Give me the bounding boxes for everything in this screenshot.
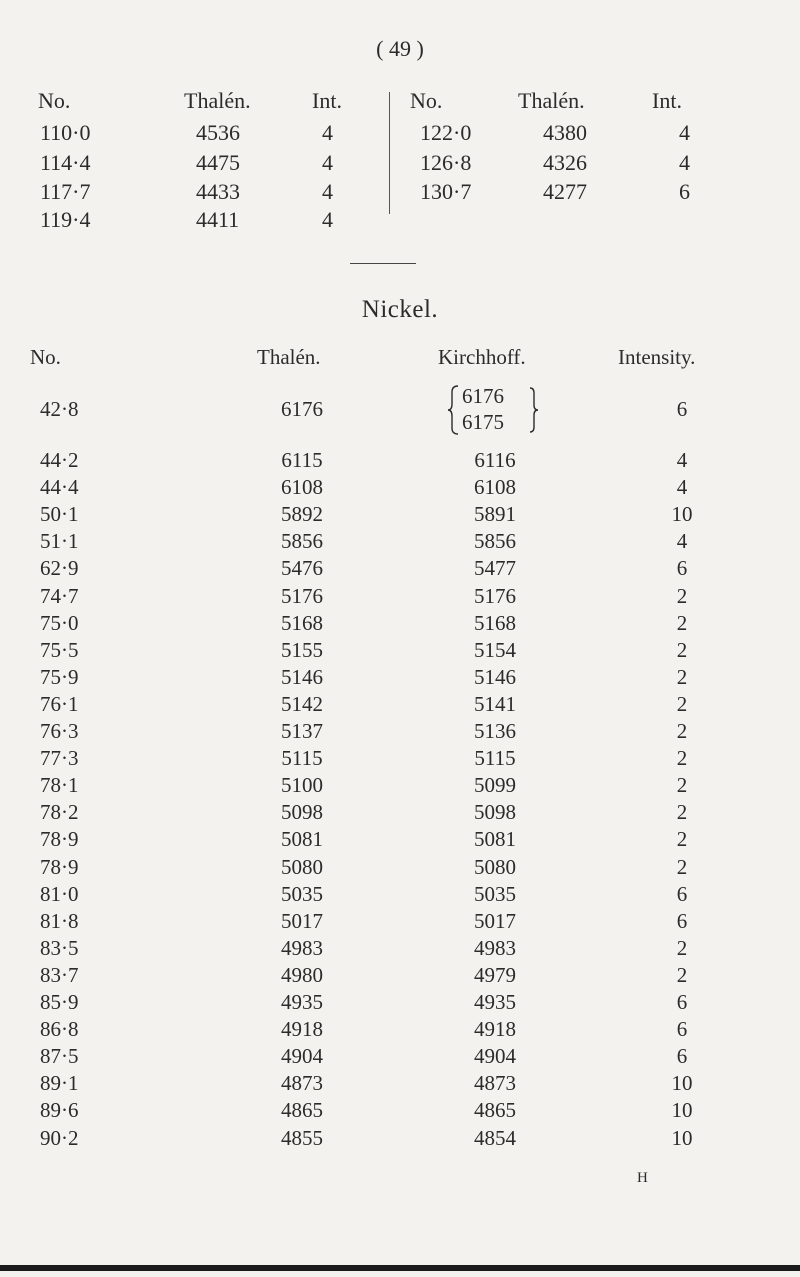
section-title: Nickel.	[361, 296, 439, 323]
cell-int: 4	[322, 120, 333, 145]
cell-kirchhoff: 4904	[474, 1044, 516, 1069]
top-table-header	[0, 88, 800, 116]
section-rule	[350, 263, 416, 264]
cell-thalen: 4277	[543, 179, 587, 204]
table-row	[0, 990, 800, 1016]
table-row	[389, 150, 800, 178]
cell-no: 81·8	[40, 908, 79, 933]
cell-kirchhoff: 4854	[474, 1125, 516, 1150]
table-row	[0, 120, 389, 148]
cell-no: 51·1	[40, 529, 79, 554]
cell-intensity: 6	[676, 556, 688, 581]
column-divider	[389, 92, 390, 214]
cell-kirchhoff: 4983	[474, 935, 516, 960]
cell-intensity: 4	[676, 529, 688, 554]
cell-thalen: 4935	[281, 990, 323, 1014]
table-row	[0, 746, 800, 772]
cell-no: 78·9	[40, 827, 79, 852]
table-row	[0, 475, 800, 501]
cell-kirchhoff: 5035	[474, 881, 516, 906]
cell-thalen: 5098	[281, 800, 323, 825]
table-row	[0, 909, 800, 935]
cell-no: 62·9	[40, 556, 79, 581]
signature-mark: H	[637, 1170, 648, 1186]
cell-no: 87·5	[40, 1044, 79, 1069]
cell-thalen: 4326	[543, 150, 587, 175]
cell-no: 83·5	[40, 935, 79, 960]
cell-thalen: 4475	[196, 150, 240, 175]
cell-intensity: 2	[676, 691, 688, 716]
table-row	[0, 692, 800, 718]
cell-thalen: 4980	[281, 962, 323, 987]
header-no-right: No.	[410, 88, 443, 113]
cell-thalen: 5115	[281, 746, 323, 771]
cell-intensity: 2	[676, 800, 688, 825]
cell-intensity: 4	[676, 475, 688, 500]
cell-kirchhoff: 6108	[474, 475, 516, 500]
cell-thalen: 5081	[281, 827, 323, 852]
cell-no: 76·3	[40, 719, 79, 743]
header-int-left: Int.	[312, 88, 342, 113]
cell-intensity: 6	[676, 397, 688, 421]
header-no-left: No.	[38, 88, 71, 113]
header-thalen-right: Thalén.	[518, 88, 585, 113]
table-row	[0, 179, 389, 207]
cell-no: 89·6	[40, 1098, 79, 1123]
cell-kirchhoff: 5115	[474, 746, 516, 771]
cell-thalen: 5017	[281, 908, 323, 933]
cell-intensity: 10	[671, 502, 693, 527]
cell-thalen: 4433	[196, 179, 240, 204]
page-number: ( 49 )	[376, 36, 424, 61]
cell-kirchhoff: 4935	[474, 990, 516, 1014]
cell-kirchhoff: 5477	[474, 556, 516, 581]
cell-no: 78·2	[40, 800, 79, 825]
cell-no: 130·7	[420, 179, 472, 204]
cell-no: 89·1	[40, 1071, 79, 1096]
header-thalen-left: Thalén.	[184, 88, 251, 113]
cell-thalen: 4411	[196, 207, 240, 232]
cell-int: 4	[322, 207, 333, 232]
cell-no: 78·9	[40, 854, 79, 879]
cell-intensity: 2	[676, 583, 688, 608]
cell-intensity: 2	[676, 610, 688, 635]
cell-kirchhoff: 4865	[474, 1098, 516, 1123]
nickel-table-header	[0, 345, 800, 375]
cell-intensity: 6	[676, 1017, 688, 1042]
cell-no: 90·2	[40, 1125, 79, 1150]
cell-intensity: 2	[676, 664, 688, 689]
header-intensity: Intensity.	[618, 345, 696, 369]
cell-intensity: 2	[676, 773, 688, 798]
table-row	[0, 1126, 800, 1152]
cell-no: 44·2	[40, 448, 79, 472]
cell-no: 122·0	[420, 120, 472, 145]
table-row	[0, 1071, 800, 1097]
table-row	[0, 936, 800, 962]
kirchhoff-bracket	[448, 384, 544, 436]
cell-intensity: 2	[676, 637, 688, 662]
cell-intensity: 6	[676, 1044, 688, 1069]
table-row	[0, 719, 800, 745]
cell-kirchhoff: 5099	[474, 773, 516, 798]
cell-thalen: 6108	[281, 475, 323, 500]
cell-thalen: 6176	[281, 397, 323, 421]
cell-thalen: 5892	[281, 502, 323, 527]
table-row	[0, 827, 800, 853]
cell-intensity: 2	[676, 719, 688, 743]
cell-thalen: 4380	[543, 120, 587, 145]
table-row	[0, 584, 800, 610]
cell-no: 119·4	[40, 207, 91, 232]
cell-kirchhoff: 5017	[474, 908, 516, 933]
table-row	[0, 638, 800, 664]
cell-no: 74·7	[40, 583, 79, 608]
cell-kirchhoff: 5136	[474, 719, 516, 743]
table-row	[0, 529, 800, 555]
cell-kirchhoff: 5141	[474, 691, 516, 716]
cell-no: 78·1	[40, 773, 79, 798]
cell-thalen: 4983	[281, 935, 323, 960]
table-row	[0, 882, 800, 908]
table-row	[0, 773, 800, 799]
cell-no: 114·4	[40, 150, 91, 175]
cell-intensity: 6	[676, 908, 688, 933]
cell-no: 44·4	[40, 475, 79, 500]
table-row	[0, 150, 389, 178]
cell-intensity: 2	[676, 746, 688, 771]
cell-thalen: 5142	[281, 691, 323, 716]
cell-no: 126·8	[420, 150, 472, 175]
cell-kirchhoff: 5080	[474, 854, 516, 879]
table-row	[0, 611, 800, 637]
cell-thalen: 5168	[281, 610, 323, 635]
cell-thalen: 6115	[281, 448, 323, 472]
cell-thalen: 4918	[281, 1017, 323, 1042]
table-row	[0, 556, 800, 582]
cell-kirchhoff: 5154	[474, 637, 516, 662]
header-thalen: Thalén.	[257, 345, 321, 369]
cell-int: 4	[679, 150, 690, 175]
cell-intensity: 6	[676, 990, 688, 1014]
cell-thalen: 4904	[281, 1044, 323, 1069]
cell-kirchhoff: 5081	[474, 827, 516, 852]
table-row	[0, 855, 800, 881]
table-row	[389, 120, 800, 148]
cell-kirchhoff: 5176	[474, 583, 516, 608]
cell-no: 117·7	[40, 179, 91, 204]
cell-intensity: 4	[676, 448, 688, 472]
cell-thalen: 5146	[281, 664, 323, 689]
table-row	[0, 448, 800, 474]
cell-kirchhoff: 5098	[474, 800, 516, 825]
cell-no: 83·7	[40, 962, 79, 987]
cell-intensity: 2	[676, 962, 688, 987]
cell-int: 4	[679, 120, 690, 145]
cell-no: 75·5	[40, 637, 79, 662]
cell-thalen: 5476	[281, 556, 323, 581]
cell-no: 85·9	[40, 990, 79, 1014]
cell-thalen: 4873	[281, 1071, 323, 1096]
table-row	[0, 963, 800, 989]
cell-int: 4	[322, 150, 333, 175]
table-row	[0, 665, 800, 691]
cell-intensity: 2	[676, 935, 688, 960]
cell-intensity: 10	[671, 1125, 693, 1150]
cell-int: 6	[679, 179, 690, 204]
cell-intensity: 2	[676, 854, 688, 879]
cell-no: 86·8	[40, 1017, 79, 1042]
cell-no: 76·1	[40, 691, 79, 716]
cell-no: 42·8	[40, 397, 79, 421]
table-row	[0, 1098, 800, 1124]
table-row	[389, 179, 800, 207]
cell-thalen: 5155	[281, 637, 323, 662]
cell-thalen: 5100	[281, 773, 323, 798]
cell-intensity: 6	[676, 881, 688, 906]
cell-no: 110·0	[40, 120, 91, 145]
cell-thalen: 5080	[281, 854, 323, 879]
header-no: No.	[30, 345, 61, 369]
cell-kirchhoff: 6116	[474, 448, 516, 472]
cell-intensity: 2	[676, 827, 688, 852]
cell-kirchhoff-b: 6175	[462, 410, 504, 434]
cell-kirchhoff: 5891	[474, 502, 516, 527]
cell-kirchhoff: 4979	[474, 962, 516, 987]
cell-thalen: 5035	[281, 881, 323, 906]
table-row	[0, 502, 800, 528]
cell-kirchhoff: 4873	[474, 1071, 516, 1096]
cell-no: 75·9	[40, 664, 79, 689]
table-row	[0, 1017, 800, 1043]
cell-intensity: 10	[671, 1098, 693, 1123]
header-int-right: Int.	[652, 88, 682, 113]
cell-kirchhoff: 5146	[474, 664, 516, 689]
cell-no: 75·0	[40, 610, 79, 635]
table-row	[0, 207, 389, 235]
cell-thalen: 4865	[281, 1098, 323, 1123]
table-row	[0, 800, 800, 826]
cell-thalen: 4536	[196, 120, 240, 145]
bottom-rule	[0, 1265, 800, 1271]
cell-thalen: 5856	[281, 529, 323, 554]
table-row	[0, 1044, 800, 1070]
cell-no: 81·0	[40, 881, 79, 906]
header-kirchhoff: Kirchhoff.	[438, 345, 526, 369]
cell-kirchhoff-a: 6176	[462, 384, 504, 408]
cell-kirchhoff: 4918	[474, 1017, 516, 1042]
cell-no: 77·3	[40, 746, 79, 771]
table-row	[0, 397, 800, 423]
cell-kirchhoff: 5856	[474, 529, 516, 554]
cell-thalen: 5137	[281, 719, 323, 743]
cell-intensity: 10	[671, 1071, 693, 1096]
cell-no: 50·1	[40, 502, 79, 527]
cell-kirchhoff: 5168	[474, 610, 516, 635]
cell-thalen: 5176	[281, 583, 323, 608]
cell-int: 4	[322, 179, 333, 204]
cell-thalen: 4855	[281, 1125, 323, 1150]
